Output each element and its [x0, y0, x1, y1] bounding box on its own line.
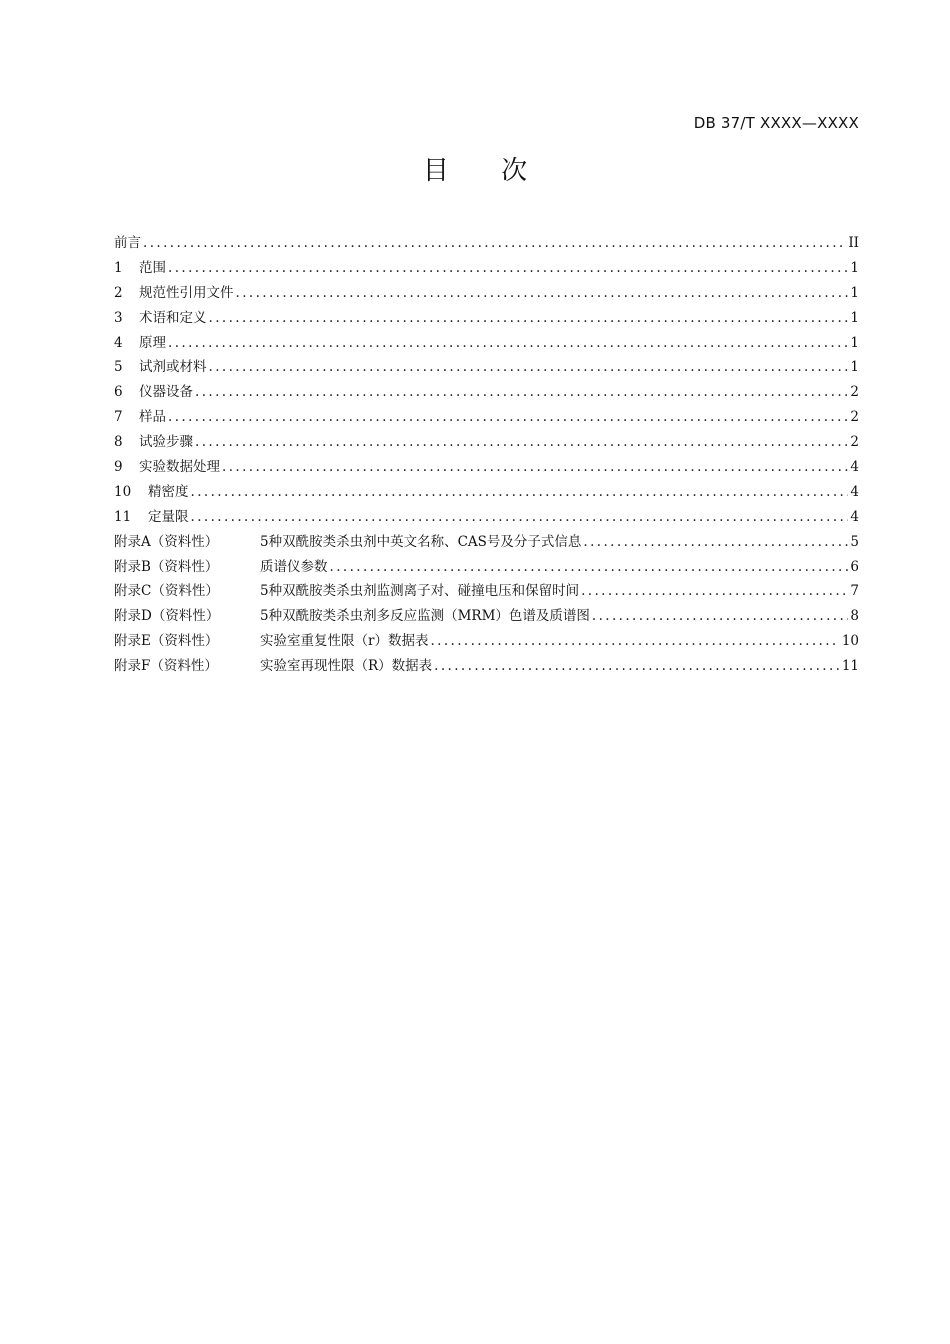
toc-entry[interactable]: [114, 256, 859, 281]
toc-dot-leader: [195, 434, 848, 450]
toc-dot-leader: [168, 409, 848, 425]
toc-entry-number: 7: [114, 409, 123, 426]
toc-entry-label: 规范性引用文件: [139, 284, 234, 301]
toc-entry[interactable]: [114, 480, 859, 505]
toc-entry-number: 8: [114, 434, 123, 451]
toc-entry-number: 10: [114, 483, 132, 500]
toc-dot-leader: [222, 459, 848, 475]
toc-entry-page-number: 4: [850, 508, 859, 525]
toc-entry[interactable]: [114, 579, 859, 604]
toc-entry-label: 前言: [114, 235, 141, 251]
toc-entry-number: 9: [114, 459, 123, 476]
toc-entry[interactable]: [114, 629, 859, 654]
toc-entry-page-number: 1: [850, 334, 859, 351]
toc-dot-leader: [191, 484, 849, 500]
toc-entry-label: 5种双酰胺类杀虫剂中英文名称、CAS号及分子式信息: [260, 533, 582, 550]
toc-dot-leader: [168, 260, 848, 276]
toc-dot-leader: [581, 583, 848, 599]
toc-entry-label: 精密度: [148, 483, 189, 500]
toc-dot-leader: [330, 559, 849, 575]
toc-dot-leader: [209, 310, 849, 326]
toc-dot-leader: [434, 658, 840, 674]
toc-entry[interactable]: [114, 555, 859, 580]
toc-entry-page-number: II: [848, 235, 859, 251]
toc-entry-page-number: 6: [850, 558, 859, 575]
toc-entry-appendix-prefix: 附录E（资料性）: [114, 633, 219, 650]
toc-entry-page-number: 4: [850, 459, 859, 476]
toc-entry[interactable]: [114, 654, 859, 679]
toc-entry-page-number: 2: [850, 409, 859, 426]
toc-entry-page-number: 5: [850, 533, 859, 550]
toc-dot-leader: [195, 384, 848, 400]
toc-entry[interactable]: [114, 281, 859, 306]
toc-entry-page-number: 10: [841, 633, 859, 650]
toc-entry-page-number: 1: [850, 359, 859, 376]
toc-entry[interactable]: [114, 505, 859, 530]
toc-entry-number: 11: [114, 508, 132, 525]
toc-entry[interactable]: [114, 231, 859, 256]
toc-entry-page-number: 4: [850, 483, 859, 500]
toc-entry-label: 仪器设备: [139, 384, 193, 401]
toc-dot-leader: [168, 335, 848, 351]
toc-entry-label: 实验数据处理: [139, 459, 220, 476]
toc-entry-number: 3: [114, 309, 123, 326]
toc-entry-page-number: 2: [850, 384, 859, 401]
toc-entry-label: 范围: [139, 259, 166, 276]
toc-entry-appendix-prefix: 附录D（资料性）: [114, 608, 220, 625]
toc-entry-number: 1: [114, 259, 123, 276]
toc-entry[interactable]: [114, 530, 859, 555]
toc-entry[interactable]: [114, 380, 859, 405]
toc-dot-leader: [191, 509, 849, 525]
toc-entry-number: 5: [114, 359, 123, 376]
toc-entry[interactable]: [114, 331, 859, 356]
toc-entry-appendix-prefix: 附录A（资料性）: [114, 533, 219, 550]
toc-entry[interactable]: [114, 355, 859, 380]
toc-entry[interactable]: [114, 405, 859, 430]
toc-entry-label: 样品: [139, 409, 166, 426]
toc-entry-label: 实验室再现性限（R）数据表: [260, 658, 433, 675]
toc-entry-appendix-prefix: 附录B（资料性）: [114, 558, 219, 575]
toc-entry-appendix-prefix: 附录C（资料性）: [114, 583, 219, 600]
toc-entry-page-number: 1: [850, 259, 859, 276]
toc-dot-leader: [209, 359, 849, 375]
toc-entry-page-number: 8: [850, 608, 859, 625]
toc-entry-label: 5种双酰胺类杀虫剂监测离子对、碰撞电压和保留时间: [260, 583, 580, 600]
toc-entry-number: 2: [114, 284, 123, 301]
toc-entry[interactable]: [114, 604, 859, 629]
toc-entry-label: 试剂或材料: [139, 359, 207, 376]
toc-entry-appendix-prefix: 附录F（资料性）: [114, 658, 218, 675]
page-title: 目 次: [422, 156, 550, 186]
toc-entry-number: 6: [114, 384, 123, 401]
toc-entry-page-number: 7: [850, 583, 859, 600]
toc-dot-leader: [430, 633, 839, 649]
toc-entry-number: 4: [114, 334, 123, 351]
toc-dot-leader: [143, 235, 846, 251]
toc-dot-leader: [583, 534, 848, 550]
toc-entry[interactable]: [114, 306, 859, 331]
toc-entry-page-number: 1: [850, 309, 859, 326]
toc-entry-page-number: 11: [841, 658, 859, 675]
toc-entry-label: 质谱仪参数: [260, 558, 328, 575]
toc-entry-label: 5种双酰胺类杀虫剂多反应监测（MRM）色谱及质谱图: [260, 608, 590, 625]
table-of-contents: [114, 231, 859, 679]
toc-entry-label: 定量限: [148, 508, 189, 525]
toc-entry-page-number: 2: [850, 434, 859, 451]
toc-dot-leader: [236, 285, 849, 301]
toc-entry-label: 术语和定义: [139, 309, 207, 326]
toc-entry-label: 试验步骤: [139, 434, 193, 451]
toc-entry[interactable]: [114, 455, 859, 480]
toc-entry-page-number: 1: [850, 284, 859, 301]
toc-entry-label: 原理: [139, 334, 166, 351]
toc-entry-label: 实验室重复性限（r）数据表: [260, 633, 429, 650]
toc-dot-leader: [592, 608, 849, 624]
standard-code: DB 37/T XXXX—XXXX: [693, 114, 859, 132]
toc-entry[interactable]: [114, 430, 859, 455]
